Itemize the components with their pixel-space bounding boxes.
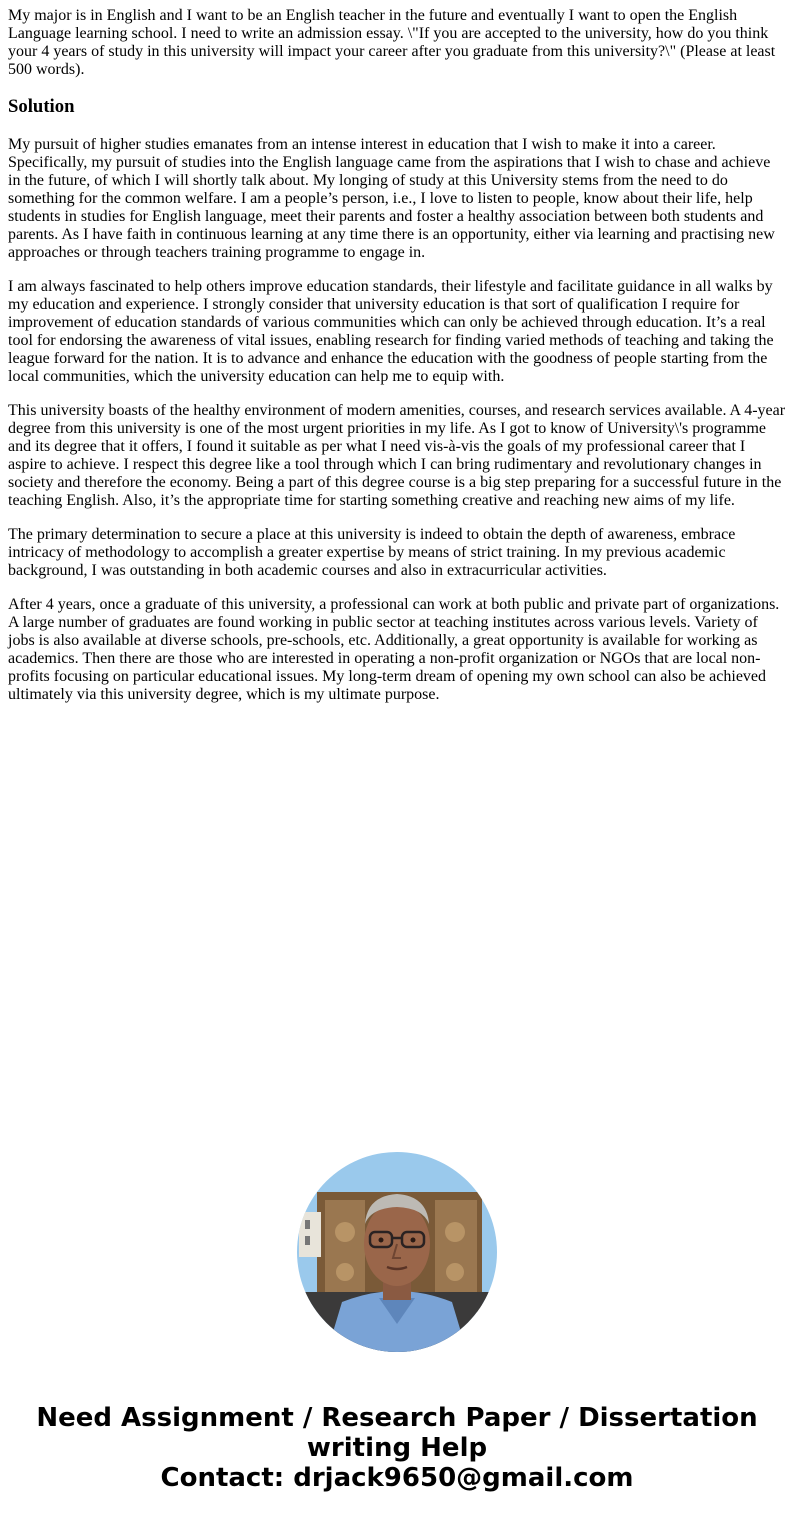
- contact-email-text: Contact: drjack9650@gmail.com: [160, 1463, 634, 1493]
- question-text: My major is in English and I want to be an English teacher in the future and eventually I want to open the English Language learning school. I need to write an admission essay. \"If you are accepted to the university, how do you think your 4 years of study in this university will impact your career after you graduate from this university?\" (Please at least 500 words).: [8, 7, 776, 78]
- contact-banner: [0, 1403, 794, 1493]
- avatar-portrait: [297, 1152, 497, 1352]
- paragraph-4: The primary determination to secure a place at this university is indeed to obtain the depth of awareness, embrace intricacy of methodology to accomplish a greater expertise by means of strict training. In my previous academic background, I was outstanding in both academic courses and also in extracurricular activities.: [8, 526, 736, 579]
- paragraph-1: My pursuit of higher studies emanates from an intense interest in education that I wish to make it into a career. Specifically, my pursuit of studies into the English language came from the aspirations that I wish to chase and achieve in the future, of which I will shortly talk about. My longing of study at this University stems from the need to do something for the common welfare. I am a people’s person, i.e., I love to listen to people, know about their life, help students in studies for English language, meet their parents and foster a healthy association between both students and parents. As I have faith in continuous learning at any time there is an opportunity, either via learning and practising new approaches or through teachers training programme to engage in.: [8, 136, 775, 261]
- paragraph-2: I am always fascinated to help others improve education standards, their lifestyle and facilitate guidance in all walks by my education and experience. I strongly consider that university education is that sort of qualification I require for improvement of education standards of various communities which can only be achieved through education. It’s a real tool for endorsing the awareness of vital issues, enabling research for finding varied methods of teaching and taking the league forward for the nation. It is to advance and enhance the education with the goodness of people starting from the local communities, which the university education can help me to equip with.: [8, 278, 774, 385]
- paragraph-3: This university boasts of the healthy environment of modern amenities, courses, and research services available. A 4-year degree from this university is one of the most urgent priorities in my life. As I got to know of University\'s programme and its degree that it offers, I found it suitable as per what I need vis-à-vis the goals of my professional career that I aspire to achieve. I respect this degree like a tool through which I can bring rudimentary and revolutionary changes in society and therefore the economy. Being a part of this degree course is a big step preparing for a successful future in the teaching English. Also, it’s the appropriate time for starting something creative and reaching new aims of my life.: [8, 402, 786, 509]
- paragraph-5: After 4 years, once a graduate of this university, a professional can work at both public and private part of organizations. A large number of graduates are found working in public sector at teaching institutes across various levels. Variety of jobs is also available at diverse schools, pre-schools, etc. Additionally, a great opportunity is available for working as academics. Then there are those who are interested in operating a non-profit organization or NGOs that are local non-profits focusing on particular educational issues. My long-term dream of opening my own school can also be achieved ultimately via this university degree, which is my ultimate purpose.: [8, 596, 780, 703]
- help-offer-text: Need Assignment / Research Paper / Dissertation writing Help: [36, 1403, 758, 1463]
- author-avatar: [297, 1152, 497, 1352]
- solution-heading: Solution: [8, 96, 75, 117]
- article: [8, 7, 786, 720]
